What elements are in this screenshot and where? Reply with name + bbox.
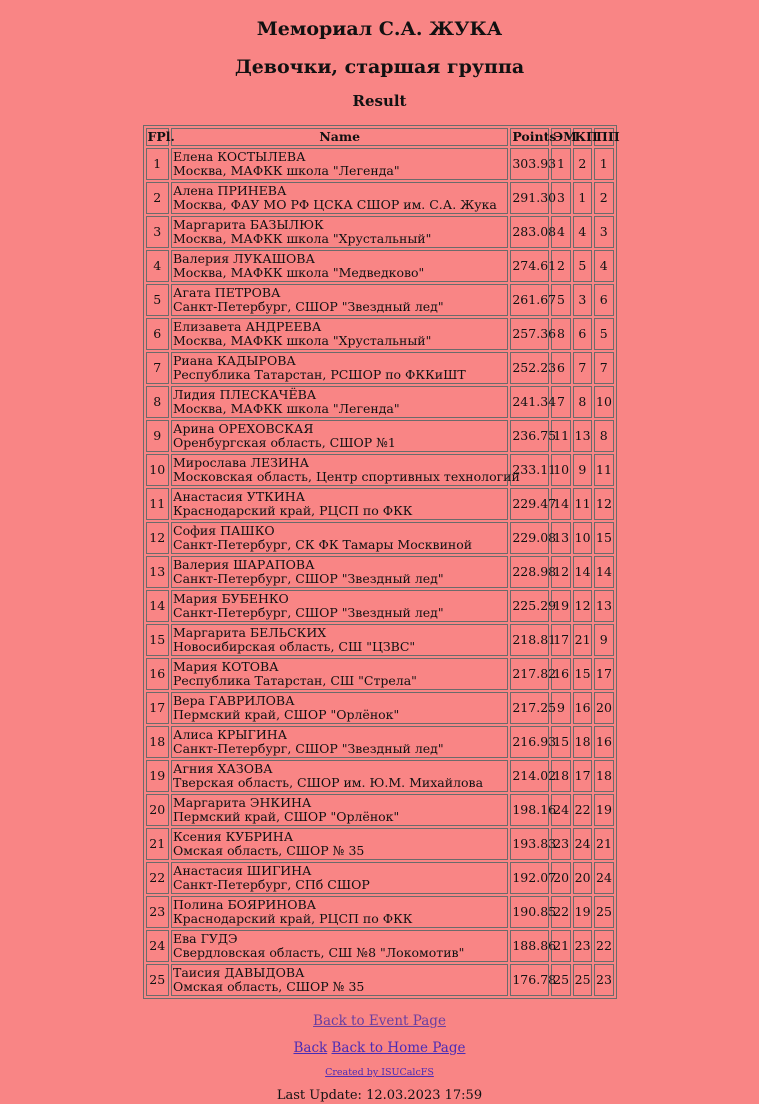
skater-name: Полина БОЯРИНОВА [173, 897, 317, 912]
kp-cell: 12 [573, 590, 592, 622]
skater-name: Арина ОРЕХОВСКАЯ [173, 421, 314, 436]
table-row [146, 284, 614, 316]
name-cell [171, 930, 508, 962]
em-cell: 19 [551, 590, 570, 622]
col-header-kp: КП [574, 129, 598, 144]
pp-cell: 7 [594, 352, 613, 384]
fpl-cell: 5 [146, 284, 170, 316]
pp-cell: 10 [594, 386, 613, 418]
name-cell [171, 352, 508, 384]
points-cell: 225.29 [510, 590, 549, 622]
table-row [146, 352, 614, 384]
table-row [146, 590, 614, 622]
kp-cell: 24 [573, 828, 592, 860]
table-row [146, 794, 614, 826]
table-row [146, 454, 614, 486]
skater-club: Краснодарский край, РЦСП по ФКК [173, 503, 413, 518]
em-cell: 14 [551, 488, 570, 520]
em-cell: 23 [551, 828, 570, 860]
kp-cell: 17 [573, 760, 592, 792]
created-by-line [0, 1067, 759, 1079]
kp-cell: 16 [573, 692, 592, 724]
kp-cell: 23 [573, 930, 592, 962]
fpl-cell: 22 [146, 862, 170, 894]
fpl-cell: 20 [146, 794, 170, 826]
back-to-event-link[interactable]: Back to Event Page [313, 1013, 446, 1029]
fpl-cell: 25 [146, 964, 170, 996]
fpl-cell: 24 [146, 930, 170, 962]
table-row [146, 386, 614, 418]
fpl-cell: 18 [146, 726, 170, 758]
pp-cell: 6 [594, 284, 613, 316]
skater-name: Елена КОСТЫЛЕВА [173, 149, 306, 164]
pp-cell: 14 [594, 556, 613, 588]
kp-cell: 20 [573, 862, 592, 894]
table-row [146, 658, 614, 690]
skater-name: Агата ПЕТРОВА [173, 285, 281, 300]
name-cell [171, 896, 508, 928]
name-cell [171, 624, 508, 656]
fpl-cell: 3 [146, 216, 170, 248]
kp-cell: 11 [573, 488, 592, 520]
fpl-cell: 13 [146, 556, 170, 588]
skater-club: Москва, МАФКК школа "Легенда" [173, 401, 400, 416]
points-cell: 241.34 [510, 386, 549, 418]
kp-cell: 10 [573, 522, 592, 554]
pp-cell: 16 [594, 726, 613, 758]
kp-cell: 14 [573, 556, 592, 588]
fpl-cell: 10 [146, 454, 170, 486]
points-cell: 236.75 [510, 420, 549, 452]
created-by-link[interactable]: Created by ISUCalcFS [325, 1067, 434, 1078]
skater-name: Алиса КРЫГИНА [173, 727, 288, 742]
skater-club: Санкт-Петербург, СПб СШОР [173, 877, 370, 892]
table-row [146, 964, 614, 996]
points-cell: 229.47 [510, 488, 549, 520]
fpl-cell: 7 [146, 352, 170, 384]
table-row [146, 896, 614, 928]
kp-cell: 21 [573, 624, 592, 656]
name-cell [171, 760, 508, 792]
name-cell [171, 726, 508, 758]
pp-cell: 15 [594, 522, 613, 554]
skater-name: Мария БУБЕНКО [173, 591, 289, 606]
kp-cell: 6 [573, 318, 592, 350]
pp-cell: 21 [594, 828, 613, 860]
pp-cell: 5 [594, 318, 613, 350]
name-cell [171, 284, 508, 316]
fpl-cell: 14 [146, 590, 170, 622]
skater-club: Свердловская область, СШ №8 "Локомотив" [173, 945, 465, 960]
points-cell: 291.30 [510, 182, 549, 214]
fpl-cell: 19 [146, 760, 170, 792]
kp-cell: 13 [573, 420, 592, 452]
skater-name: Елизавета АНДРЕЕВА [173, 319, 322, 334]
name-cell [171, 386, 508, 418]
results-table [143, 125, 620, 999]
em-cell: 17 [551, 624, 570, 656]
pp-cell: 18 [594, 760, 613, 792]
col-header-points: Points [512, 129, 557, 144]
table-row [146, 318, 614, 350]
fpl-cell: 9 [146, 420, 170, 452]
kp-cell: 5 [573, 250, 592, 282]
name-cell [171, 522, 508, 554]
pp-cell: 25 [594, 896, 613, 928]
page-title: Мемориал С.А. ЖУКА [256, 18, 503, 40]
table-row [146, 556, 614, 588]
table-row [146, 420, 614, 452]
kp-cell: 25 [573, 964, 592, 996]
last-update: Last Update: 12.03.2023 17:59 [276, 1088, 483, 1103]
em-cell: 18 [551, 760, 570, 792]
pp-cell: 1 [594, 148, 613, 180]
name-cell [171, 216, 508, 248]
kp-cell: 2 [573, 148, 592, 180]
fpl-cell: 2 [146, 182, 170, 214]
fpl-cell: 8 [146, 386, 170, 418]
points-cell: 303.93 [510, 148, 549, 180]
fpl-cell: 23 [146, 896, 170, 928]
skater-club: Санкт-Петербург, СК ФК Тамары Москвиной [173, 537, 473, 552]
name-cell [171, 556, 508, 588]
col-header-name: Name [171, 128, 508, 146]
kp-cell: 7 [573, 352, 592, 384]
skater-club: Краснодарский край, РЦСП по ФКК [173, 911, 413, 926]
em-cell: 12 [551, 556, 570, 588]
kp-cell: 18 [573, 726, 592, 758]
skater-club: Тверская область, СШОР им. Ю.М. Михайлова [173, 775, 484, 790]
name-cell [171, 318, 508, 350]
fpl-cell: 16 [146, 658, 170, 690]
skater-club: Республика Татарстан, РСШОР по ФККиШТ [173, 367, 466, 382]
name-cell [171, 250, 508, 282]
kp-cell: 15 [573, 658, 592, 690]
skater-club: Санкт-Петербург, СШОР "Звездный лед" [173, 571, 444, 586]
points-cell: 261.67 [510, 284, 549, 316]
points-cell: 229.08 [510, 522, 549, 554]
category-title: Девочки, старшая группа [234, 56, 525, 78]
name-cell [171, 590, 508, 622]
points-cell: 257.36 [510, 318, 549, 350]
fpl-cell: 4 [146, 250, 170, 282]
pp-cell: 20 [594, 692, 613, 724]
points-cell: 252.23 [510, 352, 549, 384]
event-link-line [0, 1012, 759, 1030]
points-cell: 188.86 [510, 930, 549, 962]
em-cell: 24 [551, 794, 570, 826]
skater-club: Московская область, Центр спортивных технологий [173, 469, 520, 484]
back-to-home-link[interactable]: Back to Home Page [331, 1040, 466, 1056]
em-cell: 2 [551, 250, 570, 282]
em-cell: 13 [551, 522, 570, 554]
skater-club: Санкт-Петербург, СШОР "Звездный лед" [173, 605, 444, 620]
table-row [146, 760, 614, 792]
points-cell: 190.85 [510, 896, 549, 928]
table-row [146, 624, 614, 656]
skater-name: Таисия ДАВЫДОВА [173, 965, 305, 980]
skater-name: Валерия ЛУКАШОВА [173, 251, 315, 266]
pp-cell: 4 [594, 250, 613, 282]
skater-club: Москва, МАФКК школа "Хрустальный" [173, 333, 432, 348]
section-title: Result [352, 92, 407, 110]
table-row [146, 726, 614, 758]
points-cell: 233.11 [510, 454, 549, 486]
skater-club: Новосибирская область, СШ "ЦЗВС" [173, 639, 416, 654]
results-body [146, 148, 614, 996]
skater-name: Маргарита ЭНКИНА [173, 795, 312, 810]
table-row [146, 828, 614, 860]
back-link[interactable]: Back [293, 1040, 328, 1056]
footer-links [0, 1012, 759, 1104]
skater-name: Агния ХАЗОВА [173, 761, 273, 776]
em-cell: 22 [551, 896, 570, 928]
skater-club: Москва, МАФКК школа "Медведково" [173, 265, 425, 280]
skater-name: Риана КАДЫРОВА [173, 353, 296, 368]
em-cell: 8 [551, 318, 570, 350]
skater-club: Москва, ФАУ МО РФ ЦСКА СШОР им. С.А. Жука [173, 197, 497, 212]
kp-cell: 19 [573, 896, 592, 928]
points-cell: 198.16 [510, 794, 549, 826]
kp-cell: 8 [573, 386, 592, 418]
em-cell: 1 [551, 148, 570, 180]
pp-cell: 9 [594, 624, 613, 656]
points-cell: 283.08 [510, 216, 549, 248]
em-cell: 10 [551, 454, 570, 486]
points-cell: 216.93 [510, 726, 549, 758]
name-cell [171, 794, 508, 826]
em-cell: 6 [551, 352, 570, 384]
name-cell [171, 862, 508, 894]
fpl-cell: 15 [146, 624, 170, 656]
skater-club: Пермский край, СШОР "Орлёнок" [173, 707, 400, 722]
pp-cell: 17 [594, 658, 613, 690]
pp-cell: 2 [594, 182, 613, 214]
skater-name: Алена ПРИНЕВА [173, 183, 287, 198]
kp-cell: 22 [573, 794, 592, 826]
fpl-cell: 17 [146, 692, 170, 724]
em-cell: 7 [551, 386, 570, 418]
table-row [146, 930, 614, 962]
points-cell: 217.82 [510, 658, 549, 690]
name-cell [171, 488, 508, 520]
table-row [146, 488, 614, 520]
fpl-cell: 21 [146, 828, 170, 860]
name-cell [171, 182, 508, 214]
em-cell: 9 [551, 692, 570, 724]
em-cell: 25 [551, 964, 570, 996]
skater-name: Анастасия УТКИНА [173, 489, 306, 504]
skater-club: Москва, МАФКК школа "Легенда" [173, 163, 400, 178]
fpl-cell: 6 [146, 318, 170, 350]
skater-name: Вера ГАВРИЛОВА [173, 693, 295, 708]
pp-cell: 8 [594, 420, 613, 452]
points-cell: 228.98 [510, 556, 549, 588]
skater-name: София ПАШКО [173, 523, 275, 538]
skater-name: Мирослава ЛЕЗИНА [173, 455, 310, 470]
em-cell: 4 [551, 216, 570, 248]
points-cell: 218.81 [510, 624, 549, 656]
col-header-fpl: FPl. [147, 129, 175, 144]
name-cell [171, 454, 520, 486]
points-cell: 217.25 [510, 692, 549, 724]
skater-club: Москва, МАФКК школа "Хрустальный" [173, 231, 432, 246]
skater-club: Оренбургская область, СШОР №1 [173, 435, 396, 450]
skater-club: Санкт-Петербург, СШОР "Звездный лед" [173, 299, 444, 314]
table-row [146, 862, 614, 894]
em-cell: 20 [551, 862, 570, 894]
skater-name: Валерия ШАРАПОВА [173, 557, 315, 572]
em-cell: 15 [551, 726, 570, 758]
col-header-pp: ПП [596, 129, 620, 144]
pp-cell: 11 [594, 454, 613, 486]
skater-club: Омская область, СШОР № 35 [173, 979, 365, 994]
name-cell [171, 148, 508, 180]
table-row [146, 522, 614, 554]
pp-cell: 19 [594, 794, 613, 826]
pp-cell: 3 [594, 216, 613, 248]
skater-club: Санкт-Петербург, СШОР "Звездный лед" [173, 741, 444, 756]
pp-cell: 24 [594, 862, 613, 894]
kp-cell: 1 [573, 182, 592, 214]
em-cell: 11 [551, 420, 570, 452]
col-header-em: ЭМ [553, 129, 577, 144]
em-cell: 3 [551, 182, 570, 214]
kp-cell: 3 [573, 284, 592, 316]
em-cell: 21 [551, 930, 570, 962]
kp-cell: 9 [573, 454, 592, 486]
skater-name: Ева ГУДЭ [173, 931, 238, 946]
name-cell [171, 420, 508, 452]
points-cell: 192.07 [510, 862, 549, 894]
skater-club: Республика Татарстан, СШ "Стрела" [173, 673, 417, 688]
pp-cell: 22 [594, 930, 613, 962]
points-cell: 214.02 [510, 760, 549, 792]
home-link-line [0, 1039, 759, 1057]
kp-cell: 4 [573, 216, 592, 248]
fpl-cell: 11 [146, 488, 170, 520]
points-cell: 274.61 [510, 250, 549, 282]
pp-cell: 23 [594, 964, 613, 996]
points-cell: 193.83 [510, 828, 549, 860]
em-cell: 16 [551, 658, 570, 690]
skater-name: Ксения КУБРИНА [173, 829, 294, 844]
table-row [146, 148, 614, 180]
skater-club: Пермский край, СШОР "Орлёнок" [173, 809, 400, 824]
fpl-cell: 1 [146, 148, 170, 180]
name-cell [171, 658, 508, 690]
skater-name: Лидия ПЛЕСКАЧЁВА [173, 387, 317, 402]
name-cell [171, 692, 508, 724]
pp-cell: 12 [594, 488, 613, 520]
points-cell: 176.78 [510, 964, 549, 996]
skater-name: Анастасия ШИГИНА [173, 863, 312, 878]
table-row [146, 692, 614, 724]
table-header-row [146, 128, 614, 146]
skater-name: Маргарита БЕЛЬСКИХ [173, 625, 327, 640]
skater-name: Мария КОТОВА [173, 659, 279, 674]
table-row [146, 250, 614, 282]
name-cell [171, 964, 508, 996]
skater-name: Маргарита БАЗЫЛЮК [173, 217, 324, 232]
em-cell: 5 [551, 284, 570, 316]
skater-club: Омская область, СШОР № 35 [173, 843, 365, 858]
table-row [146, 182, 614, 214]
pp-cell: 13 [594, 590, 613, 622]
table-row [146, 216, 614, 248]
name-cell [171, 828, 508, 860]
fpl-cell: 12 [146, 522, 170, 554]
